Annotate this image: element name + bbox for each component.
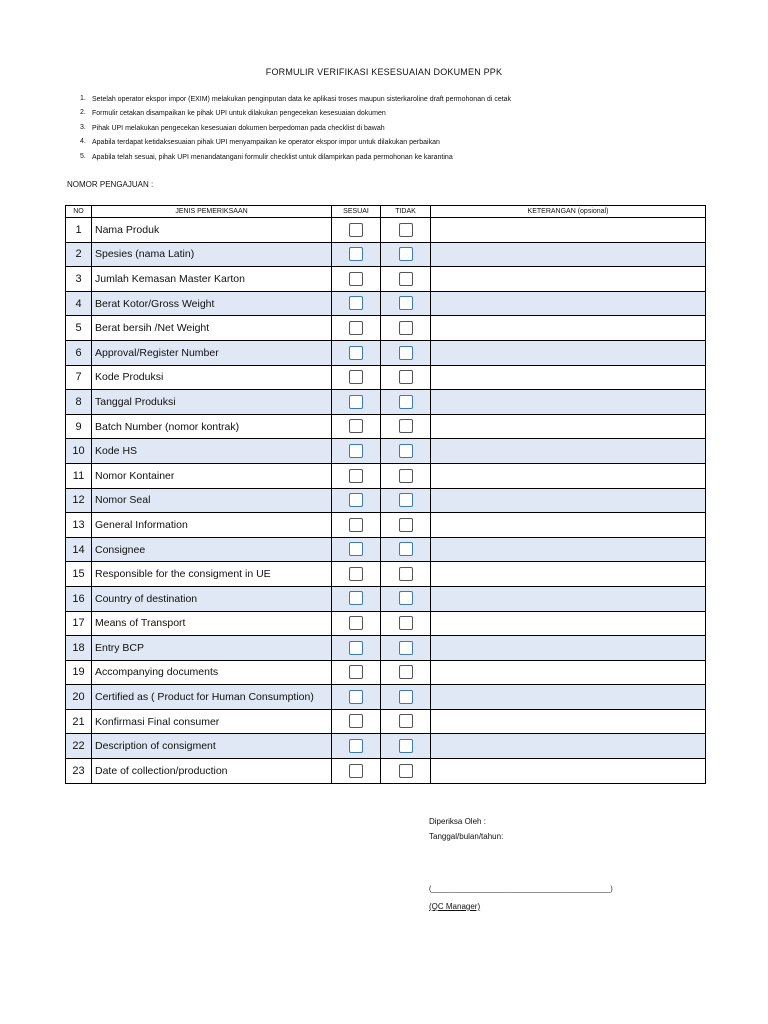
check-item-label: Description of consigment	[92, 734, 332, 759]
sesuai-cell	[332, 390, 381, 415]
row-number: 19	[66, 660, 92, 685]
table-row	[66, 685, 706, 710]
sesuai-cell	[332, 611, 381, 636]
table-row	[66, 562, 706, 587]
keterangan-cell[interactable]	[431, 685, 706, 710]
instruction-text: Apabila telah sesuai, pihak UPI menandatangani formulir checklist untuk dilampirkan pada permohonan ke karantina	[92, 153, 453, 161]
sesuai-checkbox[interactable]	[349, 641, 363, 655]
row-number: 14	[66, 537, 92, 562]
tidak-cell	[381, 586, 431, 611]
sesuai-checkbox[interactable]	[349, 616, 363, 630]
table-row	[66, 267, 706, 292]
check-item-label: Tanggal Produksi	[92, 390, 332, 415]
tidak-checkbox[interactable]	[399, 690, 413, 704]
table-row	[66, 316, 706, 341]
tidak-checkbox[interactable]	[399, 542, 413, 556]
table-row	[66, 586, 706, 611]
tidak-cell	[381, 537, 431, 562]
sesuai-cell	[332, 660, 381, 685]
tidak-checkbox[interactable]	[399, 567, 413, 581]
keterangan-cell[interactable]	[431, 242, 706, 267]
qc-manager-label: (QC Manager)	[429, 902, 481, 911]
table-row	[66, 488, 706, 513]
nomor-pengajuan-label: NOMOR PENGAJUAN :	[67, 180, 154, 189]
row-number: 15	[66, 562, 92, 587]
sesuai-checkbox[interactable]	[349, 714, 363, 728]
keterangan-cell[interactable]	[431, 365, 706, 390]
sesuai-checkbox[interactable]	[349, 444, 363, 458]
sesuai-cell	[332, 709, 381, 734]
sesuai-checkbox[interactable]	[349, 665, 363, 679]
keterangan-cell[interactable]	[431, 488, 706, 513]
sesuai-cell	[332, 414, 381, 439]
row-number: 20	[66, 685, 92, 710]
sesuai-checkbox[interactable]	[349, 346, 363, 360]
instruction-number: 2.	[80, 109, 86, 117]
table-row	[66, 611, 706, 636]
tidak-cell	[381, 267, 431, 292]
row-number: 2	[66, 242, 92, 267]
sesuai-cell	[332, 365, 381, 390]
check-item-label: Kode HS	[92, 439, 332, 464]
row-number: 4	[66, 291, 92, 316]
tidak-cell	[381, 488, 431, 513]
table-row	[66, 291, 706, 316]
sesuai-cell	[332, 685, 381, 710]
keterangan-cell[interactable]	[431, 709, 706, 734]
tidak-checkbox[interactable]	[399, 346, 413, 360]
table-row	[66, 709, 706, 734]
form-title: FORMULIR VERIFIKASI KESESUAIAN DOKUMEN PPK	[265, 67, 503, 77]
checked-by-label: Diperiksa Oleh :	[429, 817, 486, 826]
table-row	[66, 365, 706, 390]
check-item-label: Consignee	[92, 537, 332, 562]
sesuai-cell	[332, 291, 381, 316]
sesuai-checkbox[interactable]	[349, 272, 363, 286]
check-item-label: Certified as ( Product for Human Consumption)	[92, 685, 332, 710]
sesuai-checkbox[interactable]	[349, 690, 363, 704]
keterangan-cell[interactable]	[431, 636, 706, 661]
sesuai-checkbox[interactable]	[349, 591, 363, 605]
instruction-item	[80, 125, 680, 139]
row-number: 22	[66, 734, 92, 759]
keterangan-cell[interactable]	[431, 537, 706, 562]
sesuai-cell	[332, 316, 381, 341]
table-row	[66, 390, 706, 415]
sesuai-cell	[332, 586, 381, 611]
sesuai-checkbox[interactable]	[349, 739, 363, 753]
instruction-number: 5.	[80, 152, 86, 160]
sesuai-cell	[332, 636, 381, 661]
tidak-checkbox[interactable]	[399, 591, 413, 605]
check-item-label: Konfirmasi Final consumer	[92, 709, 332, 734]
keterangan-cell[interactable]	[431, 660, 706, 685]
table-row	[66, 537, 706, 562]
row-number: 11	[66, 463, 92, 488]
header-no: NO	[66, 206, 92, 218]
sesuai-checkbox[interactable]	[349, 764, 363, 778]
table-row	[66, 734, 706, 759]
sesuai-cell	[332, 267, 381, 292]
sesuai-cell	[332, 340, 381, 365]
row-number: 23	[66, 759, 92, 784]
tidak-checkbox[interactable]	[399, 616, 413, 630]
tidak-cell	[381, 365, 431, 390]
check-item-label: Spesies (nama Latin)	[92, 242, 332, 267]
table-row	[66, 759, 706, 784]
tidak-cell	[381, 316, 431, 341]
row-number: 7	[66, 365, 92, 390]
table-row	[66, 218, 706, 243]
instruction-text: Formulir cetakan disampaikan ke pihak UPI untuk dilakukan pengecekan kesesuaian dokumen	[92, 110, 386, 118]
tidak-cell	[381, 685, 431, 710]
tidak-checkbox[interactable]	[399, 370, 413, 384]
keterangan-cell[interactable]	[431, 439, 706, 464]
table-row	[66, 636, 706, 661]
tidak-checkbox[interactable]	[399, 518, 413, 532]
instruction-item	[80, 154, 680, 168]
instruction-text: Pihak UPI melakukan pengecekan kesesuaian dokumen berpedoman pada checklist di bawah	[92, 124, 385, 132]
tidak-checkbox[interactable]	[399, 641, 413, 655]
check-item-label: Nama Produk	[92, 218, 332, 243]
tidak-cell	[381, 439, 431, 464]
sesuai-cell	[332, 513, 381, 538]
row-number: 5	[66, 316, 92, 341]
tidak-cell	[381, 242, 431, 267]
tidak-cell	[381, 463, 431, 488]
check-item-label: Country of destination	[92, 586, 332, 611]
table-row	[66, 439, 706, 464]
table-row	[66, 513, 706, 538]
sesuai-cell	[332, 562, 381, 587]
row-number: 12	[66, 488, 92, 513]
tidak-cell	[381, 340, 431, 365]
instruction-number: 3.	[80, 123, 86, 131]
header-keterangan: KETERANGAN (opsional)	[431, 206, 706, 218]
tidak-checkbox[interactable]	[399, 247, 413, 261]
tidak-cell	[381, 709, 431, 734]
tidak-cell	[381, 513, 431, 538]
tidak-checkbox[interactable]	[399, 469, 413, 483]
tidak-cell	[381, 660, 431, 685]
check-item-label: Accompanying documents	[92, 660, 332, 685]
sesuai-cell	[332, 488, 381, 513]
keterangan-cell[interactable]	[431, 586, 706, 611]
table-header-row	[66, 206, 706, 218]
sesuai-cell	[332, 218, 381, 243]
sesuai-cell	[332, 734, 381, 759]
instruction-text: Apabila terdapat ketidaksesuaian pihak UPI menyampaikan ke operator ekspor impor untuk dilakukan perbaikan	[92, 139, 440, 147]
keterangan-cell[interactable]	[431, 340, 706, 365]
row-number: 10	[66, 439, 92, 464]
sesuai-checkbox[interactable]	[349, 395, 363, 409]
sesuai-checkbox[interactable]	[349, 469, 363, 483]
sesuai-checkbox[interactable]	[349, 419, 363, 433]
tidak-checkbox[interactable]	[399, 714, 413, 728]
check-item-label: Date of collection/production	[92, 759, 332, 784]
check-item-label: Responsible for the consigment in UE	[92, 562, 332, 587]
instruction-number: 4.	[80, 138, 86, 146]
check-item-label: Berat Kotor/Gross Weight	[92, 291, 332, 316]
check-item-label: Berat bersih /Net Weight	[92, 316, 332, 341]
keterangan-cell[interactable]	[431, 390, 706, 415]
sesuai-checkbox[interactable]	[349, 493, 363, 507]
keterangan-cell[interactable]	[431, 291, 706, 316]
check-item-label: Entry BCP	[92, 636, 332, 661]
instruction-text: Setelah operator ekspor impor (EXIM) melakukan penginputan data ke aplikasi troses maupun sisterkaroline draft permohonan di cetak	[92, 96, 512, 103]
header-sesuai: SESUAI	[332, 206, 381, 218]
instruction-item	[80, 139, 680, 153]
table-row	[66, 414, 706, 439]
tidak-cell	[381, 218, 431, 243]
check-item-label: Kode Produksi	[92, 365, 332, 390]
tidak-checkbox[interactable]	[399, 395, 413, 409]
keterangan-cell[interactable]	[431, 414, 706, 439]
sesuai-cell	[332, 759, 381, 784]
row-number: 13	[66, 513, 92, 538]
tidak-cell	[381, 636, 431, 661]
tidak-cell	[381, 562, 431, 587]
keterangan-cell[interactable]	[431, 734, 706, 759]
instruction-number: 1.	[80, 95, 86, 102]
date-label: Tanggal/bulan/tahun:	[429, 832, 504, 841]
sesuai-checkbox[interactable]	[349, 370, 363, 384]
tidak-cell	[381, 414, 431, 439]
check-item-label: Nomor Seal	[92, 488, 332, 513]
table-row	[66, 340, 706, 365]
keterangan-cell[interactable]	[431, 513, 706, 538]
keterangan-cell[interactable]	[431, 611, 706, 636]
sesuai-checkbox[interactable]	[349, 321, 363, 335]
check-item-label: Jumlah Kemasan Master Karton	[92, 267, 332, 292]
row-number: 18	[66, 636, 92, 661]
keterangan-cell[interactable]	[431, 267, 706, 292]
tidak-checkbox[interactable]	[399, 419, 413, 433]
sesuai-checkbox[interactable]	[349, 542, 363, 556]
tidak-checkbox[interactable]	[399, 739, 413, 753]
table-row	[66, 242, 706, 267]
keterangan-cell[interactable]	[431, 218, 706, 243]
verification-table	[65, 205, 706, 784]
tidak-checkbox[interactable]	[399, 493, 413, 507]
row-number: 21	[66, 709, 92, 734]
instruction-item	[80, 110, 680, 124]
sesuai-checkbox[interactable]	[349, 296, 363, 310]
tidak-cell	[381, 390, 431, 415]
check-item-label: Nomor Kontainer	[92, 463, 332, 488]
tidak-checkbox[interactable]	[399, 296, 413, 310]
tidak-cell	[381, 734, 431, 759]
tidak-cell	[381, 759, 431, 784]
row-number: 16	[66, 586, 92, 611]
row-number: 8	[66, 390, 92, 415]
tidak-checkbox[interactable]	[399, 444, 413, 458]
tidak-checkbox[interactable]	[399, 272, 413, 286]
check-item-label: Approval/Register Number	[92, 340, 332, 365]
keterangan-cell[interactable]	[431, 316, 706, 341]
check-item-label: Batch Number (nomor kontrak)	[92, 414, 332, 439]
instruction-item	[80, 96, 680, 110]
sesuai-cell	[332, 439, 381, 464]
tidak-checkbox[interactable]	[399, 223, 413, 237]
sesuai-cell	[332, 463, 381, 488]
keterangan-cell[interactable]	[431, 562, 706, 587]
table-row	[66, 463, 706, 488]
instructions-list	[80, 96, 680, 168]
tidak-cell	[381, 291, 431, 316]
sesuai-cell	[332, 242, 381, 267]
check-item-label: Means of Transport	[92, 611, 332, 636]
row-number: 9	[66, 414, 92, 439]
header-jenis-pemeriksaan: JENIS PEMERIKSAAN	[92, 206, 332, 218]
tidak-checkbox[interactable]	[399, 321, 413, 335]
keterangan-cell[interactable]	[431, 759, 706, 784]
sesuai-cell	[332, 537, 381, 562]
tidak-checkbox[interactable]	[399, 764, 413, 778]
sesuai-checkbox[interactable]	[349, 247, 363, 261]
row-number: 17	[66, 611, 92, 636]
row-number: 6	[66, 340, 92, 365]
header-tidak: TIDAK	[381, 206, 431, 218]
row-number: 1	[66, 218, 92, 243]
check-item-label: General Information	[92, 513, 332, 538]
signature-name-line: (______________________________________________)	[429, 886, 613, 893]
sesuai-checkbox[interactable]	[349, 223, 363, 237]
sesuai-checkbox[interactable]	[349, 518, 363, 532]
tidak-cell	[381, 611, 431, 636]
keterangan-cell[interactable]	[431, 463, 706, 488]
row-number: 3	[66, 267, 92, 292]
sesuai-checkbox[interactable]	[349, 567, 363, 581]
table-row	[66, 660, 706, 685]
tidak-checkbox[interactable]	[399, 665, 413, 679]
